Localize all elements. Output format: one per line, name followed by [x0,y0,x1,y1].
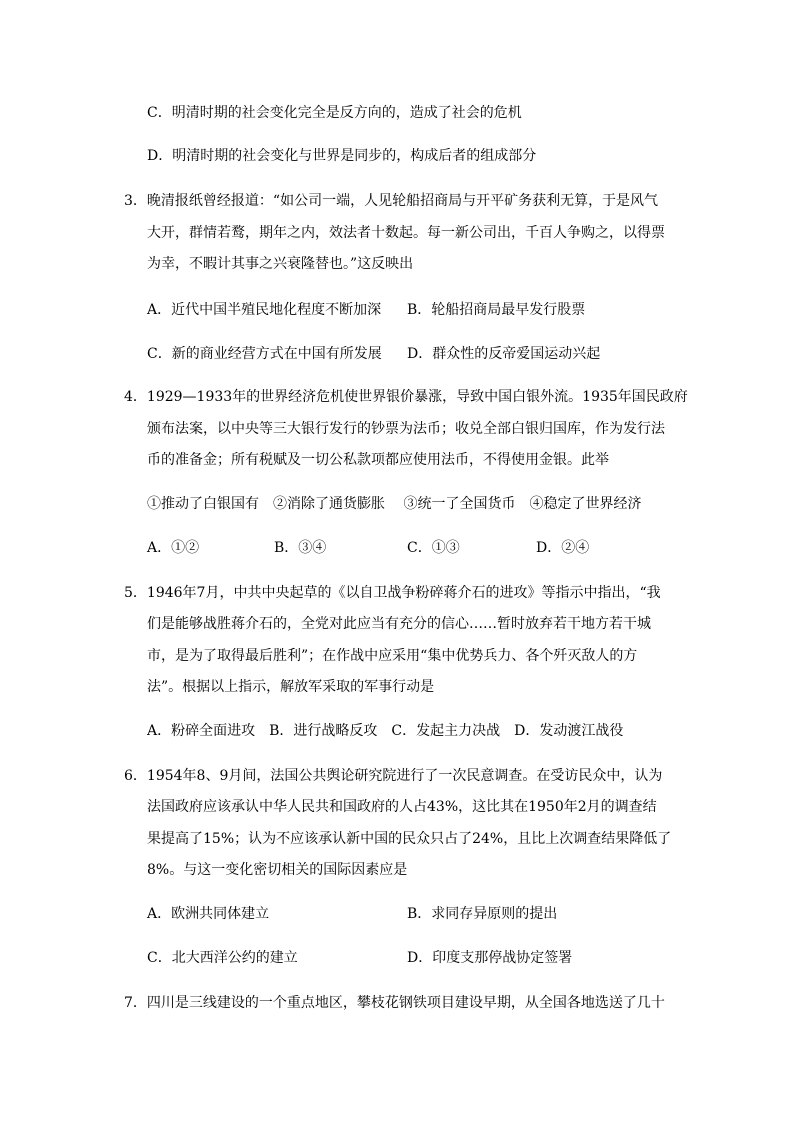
q3-option-b: B．轮船招商局最早发行股票 [407,302,586,318]
q4-stem-line-1: 4．1929—1933年的世界经济危机使世界银价暴涨，导致中国白银外流。1935年国民政府 [124,389,688,405]
q4-option-c: C．①③ [407,540,460,556]
q5-stem-line-4: 法”。根据以上指示，解放军采取的军事行动是 [147,679,435,695]
q7-stem-line-1: 7．四川是三线建设的一个重点地区，攀枝花钢铁项目建设早期，从全国各地选送了几十 [124,995,665,1011]
q6-stem-line-4: 8%。与这一变化密切相关的国际因素应是 [147,862,408,878]
q2-option-c: C．明清时期的社会变化完全是反方向的，造成了社会的危机 [147,105,522,121]
q4-statement-items: ①推动了白银国有 ②消除了通货膨胀 ③统一了全国货币 ④稳定了世界经济 [147,496,642,512]
q3-stem-line-2: 大开，群情若鹜，期年之内，效法者十数起。每一新公司出，千百人争购之，以得票 [147,225,665,241]
q3-stem-line-3: 为幸，不暇计其事之兴衰隆替也。”这反映出 [147,256,414,272]
q6-stem-line-1: 6．1954年8、9月间，法国公共舆论研究院进行了一次民意调查。在受访民众中，认为 [124,768,663,784]
q4-option-d: D．②④ [536,540,590,556]
q2-option-d: D．明清时期的社会变化与世界是同步的，构成后者的组成部分 [147,148,537,164]
q5-stem-line-1: 5．1946年7月，中共中央起草的《以自卫战争粉碎蒋介石的进攻》等指示中指出，“我 [124,585,661,601]
q3-option-c: C．新的商业经营方式在中国有所发展 [147,346,382,362]
q3-stem-line-1: 3．晚清报纸曾经报道：“如公司一端，人见轮船招商局与开平矿务获利无算，于是风气 [124,193,659,209]
q5-options: A．粉碎全面进攻 B．进行战略反攻 C．发起主力决战 D．发动渡江战役 [147,723,624,739]
q4-stem-line-2: 颁布法案，以中央等三大银行发行的钞票为法币；收兑全部白银归国库，作为发行法 [147,421,665,437]
q6-option-a: A．欧洲共同体建立 [147,906,270,922]
q6-option-d: D．印度支那停战协定签署 [407,950,573,966]
q6-stem-line-3: 果提高了15%；认为不应该承认新中国的民众只占了24%，且比上次调查结果降低了 [147,831,672,847]
q4-stem-line-3: 币的准备金；所有税赋及一切公私款项都应使用法币，不得使用金银。此举 [147,452,609,468]
q6-option-b: B．求同存异原则的提出 [407,906,558,922]
q6-stem-line-2: 法国政府应该承认中华人民共和国政府的人占43%，这比其在1950年2月的调查结 [147,799,657,815]
q4-option-a: A．①② [147,540,200,556]
q5-stem-line-3: 市，是为了取得最后胜利”；在作战中应采用“集中优势兵力、各个歼灭敌人的方 [147,648,638,664]
q4-option-b: B．③④ [274,540,327,556]
q3-option-a: A．近代中国半殖民地化程度不断加深 [147,302,382,318]
q5-stem-line-2: 们是能够战胜蒋介石的，全党对此应当有充分的信心……暂时放弃若干地方若干城 [147,616,651,632]
q6-option-c: C．北大西洋公约的建立 [147,950,298,966]
q3-option-d: D．群众性的反帝爱国运动兴起 [407,346,601,362]
